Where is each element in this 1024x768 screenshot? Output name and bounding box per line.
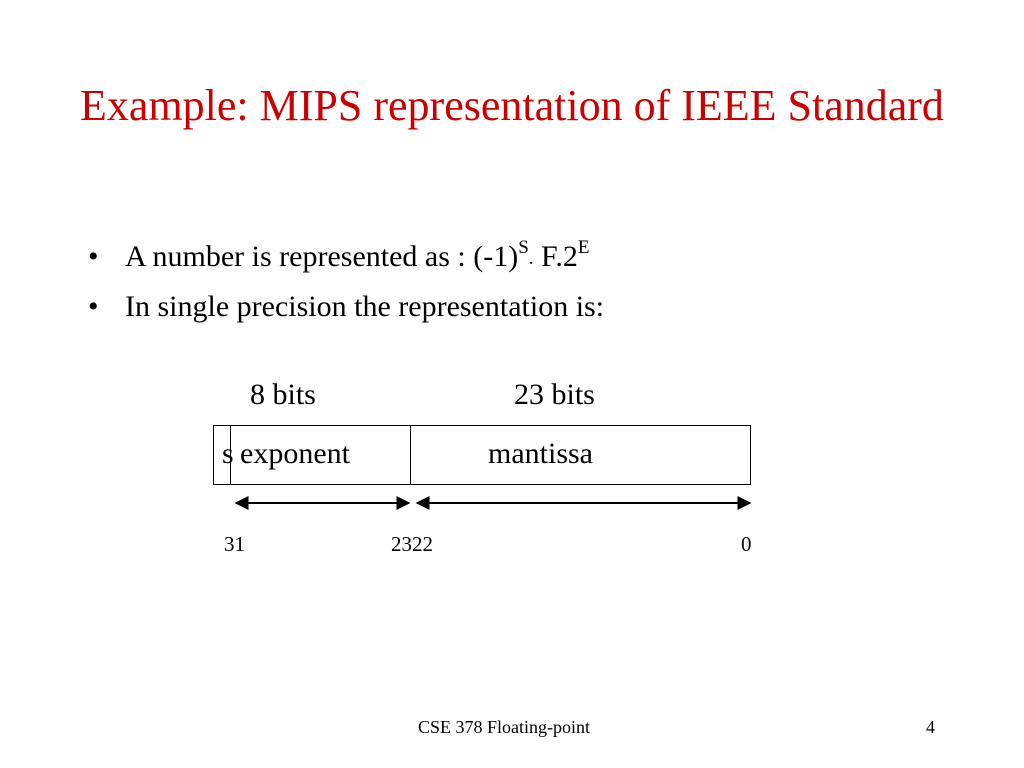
- exponent-superscript: E: [577, 237, 590, 258]
- mantissa-field-label: mantissa: [488, 437, 593, 470]
- bullet-icon: •: [88, 240, 99, 273]
- slide-title: Example: MIPS representation of IEEE Standard: [80, 81, 944, 130]
- bit-number-31: 31: [224, 532, 245, 556]
- bit-number-0: 0: [741, 532, 752, 556]
- multiply-dot: .: [528, 248, 534, 269]
- sign-exponent-superscript: S: [518, 237, 529, 258]
- mantissa-width-label: 23 bits: [514, 378, 595, 411]
- formula-middle: F.2: [533, 240, 578, 273]
- footer-course: CSE 378 Floating-point: [418, 717, 591, 737]
- page-number: 4: [926, 717, 935, 737]
- bit-number-23: 23: [391, 532, 412, 556]
- exponent-width-label: 8 bits: [250, 378, 316, 411]
- sign-field-label: s: [222, 437, 234, 470]
- precision-text: In single precision the representation is:: [125, 290, 605, 323]
- bit-number-22: 22: [412, 532, 433, 556]
- exponent-field-label: exponent: [240, 437, 350, 470]
- formula-text: A number is represented as : (-1): [125, 240, 519, 273]
- bullet-icon: •: [88, 290, 99, 323]
